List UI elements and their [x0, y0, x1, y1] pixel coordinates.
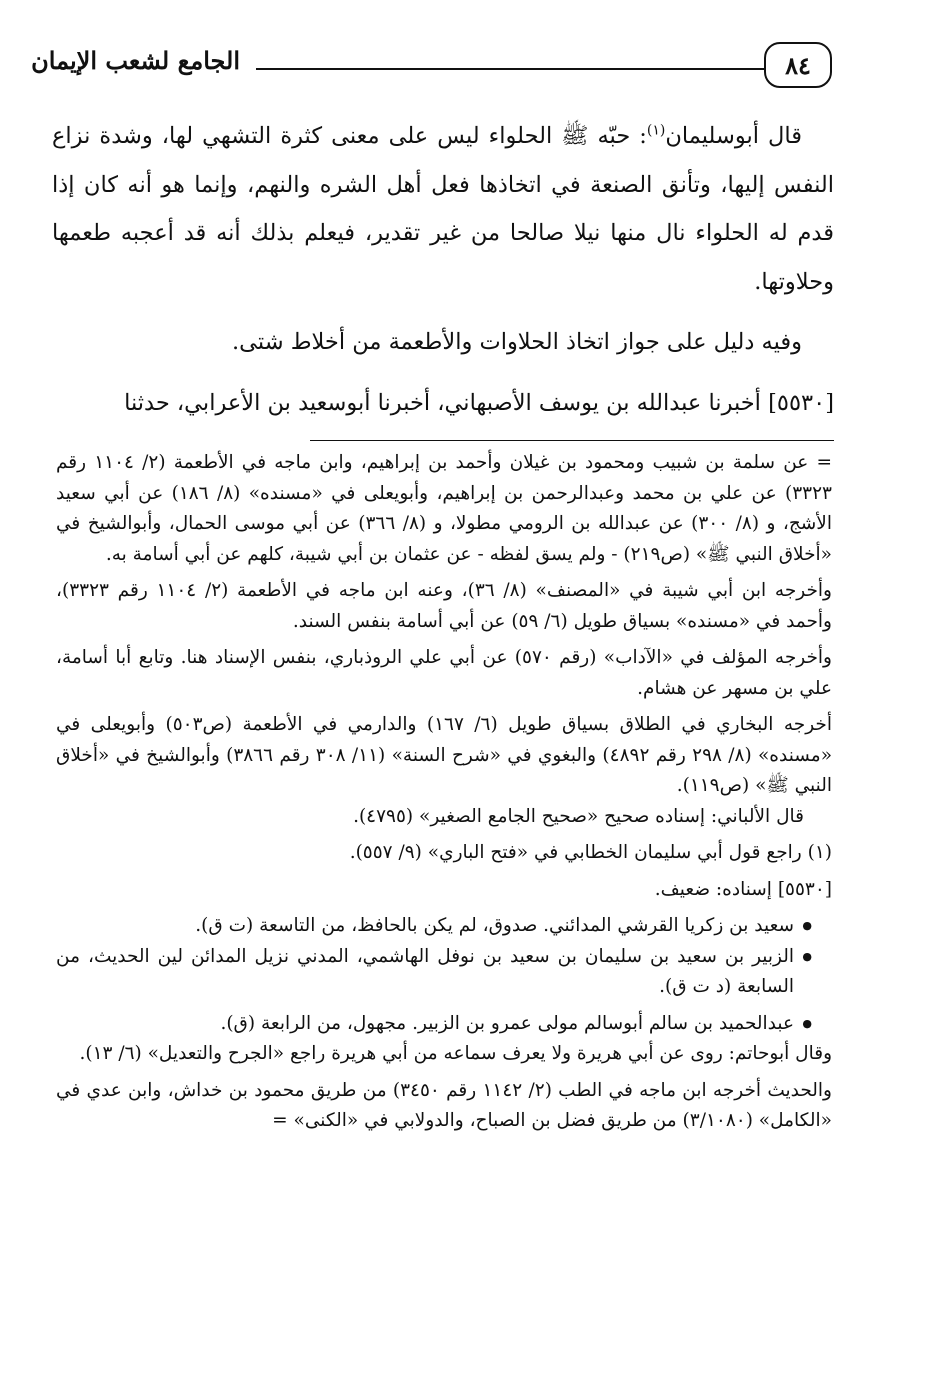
narrator-item: ● الزبير بن سعيد بن سليمان بن سعيد بن نوفل الهاشمي، المدني نزيل المدائن لين الحديث، من السابعة (د ت ق). — [56, 942, 812, 1003]
paragraph-evidence: وفيه دليل على جواز اتخاذ الحلاوات والأطعمة من أخلاط شتى. — [232, 329, 802, 355]
footnote-divider — [310, 440, 834, 441]
footnote-hadith-takhrij: والحديث أخرجه ابن ماجه في الطب (٢/ ١١٤٢ رقم ٣٤٥٠) من طريق محمود بن خداش، وابن عدي في «الكامل» (٣/١٠٨٠) من طريق فضل بن الصباح، والدولابي في «الكنى» = — [56, 1079, 832, 1131]
page-header — [31, 38, 836, 94]
narrator-list — [56, 911, 812, 1039]
footnotes — [56, 448, 832, 1137]
running-title: الجامع لشعب الإيمان — [31, 46, 240, 75]
header-rule — [256, 68, 764, 70]
footnote-continuation: = عن سلمة بن شبيب ومحمود بن غيلان وأحمد بن إبراهيم، وابن ماجه في الأطعمة (٢/ ١١٠٤ رقم ٣٣٢٣) عن علي بن محمد وعبدالرحمن بن إبراهيم، وأبويعلى في «مسنده» (٨/ ١٨٦) عن أبي سعيد الأشج، و (٨/ ٣٠٠) عن عبدالله بن الرومي مطولا، و (٨/ ٣٦٦) عن أبي موسى الحمال، وأبوالشيخ في «أخلاق النبي ﷺ» (ص٢١٩) - ولم يسق لفظه - عن عثمان بن أبي شيبة، كلهم عن أبي أسامة به. — [56, 452, 832, 565]
footnote-takhrij-3: أخرجه البخاري في الطلاق بسياق طويل (٦/ ١٦٧) والدارمي في الأطعمة (ص٥٠٣) وأبويعلى في «مسنده» (٨/ ٢٩٨ رقم ٤٨٩٢) والبغوي في «شرح السنة» (١١/ ٣٠٨ رقم ٣٨٦٦) وأبوالشيخ في «أخلاق النبي ﷺ» (ص١١٩). — [56, 714, 833, 796]
paragraph-body: : حبّه ﷺ الحلواء ليس على معنى كثرة التشهي لها، وشدة نزاع النفس إليها، وتأنق الصنعة في اتخاذها فعل أهل الشره والنهم، وإنما هو أنه كان إذا قدم له الحلواء نال منها نيلا صالحا من غير تقدير، فيعلم بذلك أنه قد أعجبه طعمها وحلاوتها. — [52, 123, 834, 295]
isnad-heading: [٥٥٣٠] إسناده: ضعيف. — [654, 878, 832, 900]
footnote-takhrij-1: وأخرجه ابن أبي شيبة في «المصنف» (٨/ ٣٦)، وعنه ابن ماجه في الأطعمة (٢/ ١١٠٤ رقم ٣٣٢٣)، وأحمد في «مسنده» بسياق طويل (٦/ ٥٩) عن أبي أسامة بنفس السند. — [56, 580, 832, 632]
page-number: ٨٤ — [764, 42, 832, 88]
paragraph-prefix: قال أبوسليمان — [665, 123, 802, 149]
narrator-item: ● سعيد بن زكريا القرشي المدائني. صدوق، لم يكن بالحافظ، من التاسعة (ت ق). — [56, 911, 812, 942]
footnote-albani: قال الألباني: إسناده صحيح «صحيح الجامع الصغير» (٤٧٩٥). — [353, 805, 804, 827]
footnote-takhrij-2: وأخرجه المؤلف في «الآداب» (رقم ٥٧٠) عن أبي علي الروذباري، بنفس الإسناد هنا. وتابع أبا أسامة، علي بن مسهر عن هشام. — [56, 647, 832, 699]
paragraph-abu-sulayman — [52, 112, 834, 306]
paragraph-hadith-5530: [٥٥٣٠] أخبرنا عبدالله بن يوسف الأصبهاني، أخبرنا أبوسعيد بن الأعرابي، حدثنا — [124, 389, 834, 416]
footnote-1: (١) راجع قول أبي سليمان الخطابي في «فتح الباري» (٩/ ٥٥٧). — [349, 842, 832, 863]
footnote-reference: (١) — [646, 122, 666, 139]
narrator-item: ● عبدالحميد بن سالم أبوسالم مولى عمرو بن الزبير. مجهول، من الرابعة (ق). — [56, 1009, 812, 1040]
footnote-abu-hatim: وقال أبوحاتم: روى عن أبي هريرة ولا يعرف سماعه من أبي هريرة راجع «الجرح والتعديل» (٦/ ١٣). — [79, 1043, 832, 1064]
main-text — [52, 112, 834, 427]
